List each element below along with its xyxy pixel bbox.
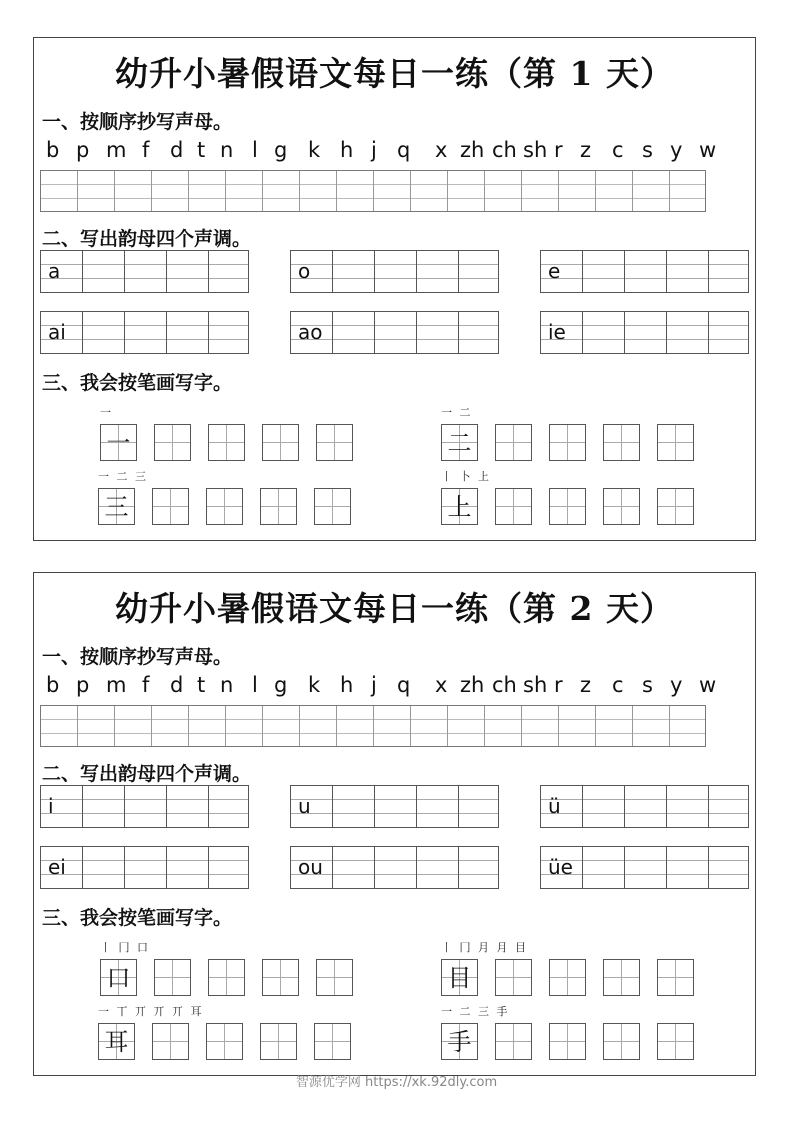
day-1-worksheet [33, 37, 756, 541]
section-heading-finals: 二、写出韵母四个声调。 [42, 763, 252, 785]
practice-grid-box[interactable] [316, 424, 353, 461]
initial-letter: s [642, 673, 653, 697]
model-character: 手 [447, 1028, 472, 1056]
practice-grid-box[interactable] [262, 424, 299, 461]
initial-letter: m [106, 138, 127, 162]
model-character-grid [98, 1023, 135, 1060]
initial-letter: w [699, 673, 717, 697]
final-label: e [548, 259, 561, 283]
final-writing-box[interactable] [290, 846, 499, 889]
final-label: o [298, 259, 311, 283]
stroke-order: 一 丅 丌 丌 丌 耳 [98, 1005, 204, 1018]
initial-letter: b [46, 673, 60, 697]
initial-letter: q [397, 673, 411, 697]
section-heading-initials: 一、按顺序抄写声母。 [42, 111, 233, 133]
model-character: 目 [447, 964, 472, 992]
final-label: ou [298, 855, 323, 879]
practice-grid-box[interactable] [154, 959, 191, 996]
practice-grid-box[interactable] [208, 959, 245, 996]
stroke-order: 一 [100, 406, 113, 419]
final-label: a [48, 259, 61, 283]
initial-letter: s [642, 138, 653, 162]
final-writing-box[interactable] [40, 311, 249, 354]
final-writing-box[interactable] [540, 846, 749, 889]
final-writing-box[interactable] [290, 785, 499, 828]
final-writing-box[interactable] [540, 311, 749, 354]
initial-letter: l [252, 138, 258, 162]
practice-grid-box[interactable] [657, 959, 694, 996]
model-character-grid [441, 488, 478, 525]
model-character-grid [100, 424, 137, 461]
practice-grid-box[interactable] [657, 1023, 694, 1060]
initial-letter: m [106, 673, 127, 697]
practice-grid-box[interactable] [260, 1023, 297, 1060]
practice-grid-box[interactable] [152, 488, 189, 525]
model-character-grid [100, 959, 137, 996]
stroke-order: 一 二 三 手 [441, 1005, 510, 1018]
model-character: 上 [447, 493, 472, 521]
final-label: u [298, 794, 311, 818]
initial-letter: k [308, 673, 321, 697]
stroke-order: 丨 冂 月 月 目 [441, 941, 528, 954]
practice-grid-box[interactable] [206, 1023, 243, 1060]
model-character: 三 [104, 493, 129, 521]
model-character-grid [441, 1023, 478, 1060]
initial-letter: sh [523, 138, 548, 162]
initial-letter: c [612, 673, 624, 697]
initial-letter: r [554, 673, 563, 697]
practice-grid-box[interactable] [495, 1023, 532, 1060]
worksheet-title: 幼升小暑假语文每日一练（第 2 天） [115, 589, 674, 628]
practice-grid-box[interactable] [657, 488, 694, 525]
initial-letter: zh [460, 138, 485, 162]
initial-letter: y [670, 138, 683, 162]
practice-grid-box[interactable] [314, 488, 351, 525]
initial-letter: q [397, 138, 411, 162]
initial-letter: d [170, 138, 184, 162]
final-writing-box[interactable] [540, 785, 749, 828]
model-character: 耳 [104, 1028, 129, 1056]
initial-letter: z [580, 673, 592, 697]
model-character-grid [441, 959, 478, 996]
initial-letter: x [435, 138, 448, 162]
final-label: ao [298, 320, 323, 344]
practice-grid-box[interactable] [603, 959, 640, 996]
initial-letter: z [580, 138, 592, 162]
initial-letter: n [220, 673, 234, 697]
initial-letter: zh [460, 673, 485, 697]
final-label: ei [48, 855, 66, 879]
initial-letter: p [76, 673, 90, 697]
initial-letter: d [170, 673, 184, 697]
practice-grid-box[interactable] [316, 959, 353, 996]
initial-letter: w [699, 138, 717, 162]
practice-grid-box[interactable] [206, 488, 243, 525]
initial-letter: ch [492, 138, 517, 162]
final-writing-box[interactable] [290, 250, 499, 293]
initial-letter: g [274, 673, 288, 697]
initial-letter: k [308, 138, 321, 162]
final-label: üe [548, 855, 573, 879]
model-character: 一 [106, 429, 131, 457]
practice-grid-box[interactable] [260, 488, 297, 525]
initial-letter: g [274, 138, 288, 162]
model-character-grid [98, 488, 135, 525]
initials-writing-strip[interactable] [40, 705, 706, 747]
initial-letter: t [197, 673, 206, 697]
practice-grid-box[interactable] [152, 1023, 189, 1060]
final-label: ai [48, 320, 66, 344]
stroke-order: 一 二 [441, 406, 473, 419]
final-writing-box[interactable] [540, 250, 749, 293]
initial-letter: sh [523, 673, 548, 697]
practice-grid-box[interactable] [603, 488, 640, 525]
initial-letter: r [554, 138, 563, 162]
practice-grid-box[interactable] [603, 1023, 640, 1060]
footer-watermark: 智源优学网 https://xk.92dly.com [295, 1075, 498, 1090]
initial-letter: ch [492, 673, 517, 697]
model-character: 二 [447, 429, 472, 457]
model-character-grid [441, 424, 478, 461]
final-label: ie [548, 320, 566, 344]
day-2-worksheet [33, 572, 756, 1076]
practice-grid-box[interactable] [208, 424, 245, 461]
practice-grid-box[interactable] [314, 1023, 351, 1060]
initial-letter: l [252, 673, 258, 697]
final-writing-box[interactable] [40, 250, 249, 293]
practice-grid-box[interactable] [262, 959, 299, 996]
model-character: 口 [106, 964, 131, 992]
initial-letter: p [76, 138, 90, 162]
section-heading-strokes: 三、我会按笔画写字。 [42, 907, 233, 929]
practice-grid-box[interactable] [657, 424, 694, 461]
initial-letter: c [612, 138, 624, 162]
stroke-order: 一 二 三 [98, 470, 148, 483]
practice-grid-box[interactable] [603, 424, 640, 461]
practice-grid-box[interactable] [495, 424, 532, 461]
practice-grid-box[interactable] [549, 1023, 586, 1060]
initial-letter: h [340, 673, 354, 697]
final-label: ü [548, 794, 561, 818]
initial-letter: f [142, 138, 150, 162]
initial-letter: x [435, 673, 448, 697]
final-writing-box[interactable] [290, 311, 499, 354]
initials-writing-strip[interactable] [40, 170, 706, 212]
worksheet-title: 幼升小暑假语文每日一练（第 1 天） [115, 54, 674, 93]
section-heading-initials: 一、按顺序抄写声母。 [42, 646, 233, 668]
initial-letter: h [340, 138, 354, 162]
stroke-order: 丨 卜 上 [441, 470, 491, 483]
practice-grid-box[interactable] [495, 959, 532, 996]
practice-grid-box[interactable] [549, 488, 586, 525]
initial-letter: j [371, 673, 377, 697]
initial-letter: b [46, 138, 60, 162]
practice-grid-box[interactable] [549, 959, 586, 996]
initial-letter: y [670, 673, 683, 697]
final-writing-box[interactable] [40, 785, 249, 828]
initial-letter: f [142, 673, 150, 697]
section-heading-finals: 二、写出韵母四个声调。 [42, 228, 252, 250]
initial-letter: n [220, 138, 234, 162]
section-heading-strokes: 三、我会按笔画写字。 [42, 372, 233, 394]
initial-letter: j [371, 138, 377, 162]
practice-grid-box[interactable] [549, 424, 586, 461]
practice-grid-box[interactable] [154, 424, 191, 461]
final-label: i [48, 794, 54, 818]
initial-letter: t [197, 138, 206, 162]
stroke-order: 丨 冂 口 [100, 941, 150, 954]
final-writing-box[interactable] [40, 846, 249, 889]
practice-grid-box[interactable] [495, 488, 532, 525]
